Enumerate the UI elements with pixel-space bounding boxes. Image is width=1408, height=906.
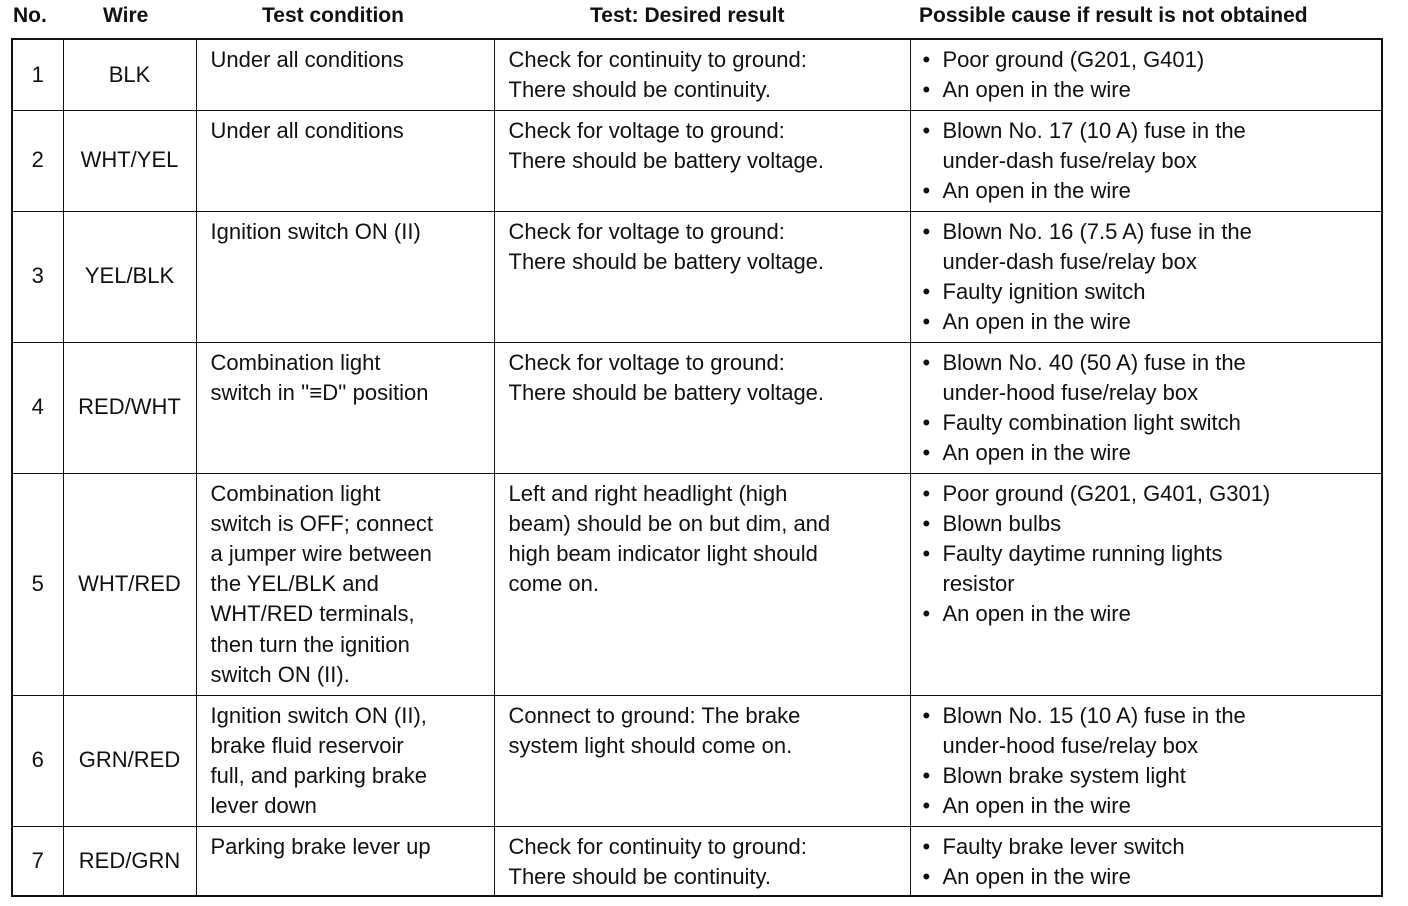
cell-condition xyxy=(196,110,494,211)
condition-line: Under all conditions xyxy=(210,117,404,143)
cell-condition xyxy=(196,211,494,342)
condition-line: switch ON (II). xyxy=(210,661,350,687)
cause-line: • Poor ground (G201, G401) xyxy=(942,47,1205,72)
cell-result xyxy=(494,342,910,473)
table-header xyxy=(0,0,1408,36)
cause-line: • Blown No. 17 (10 A) fuse in the xyxy=(942,117,1246,143)
result-line: Left and right headlight (high xyxy=(508,480,788,506)
cause-line: under-dash fuse/relay box xyxy=(942,147,1197,173)
condition-line: Ignition switch ON (II), xyxy=(210,702,427,728)
cause-item xyxy=(921,75,1376,105)
cause-item xyxy=(921,479,1376,509)
cell-result xyxy=(494,110,910,211)
cause-line: • Blown No. 15 (10 A) fuse in the xyxy=(942,702,1246,728)
condition-line: switch in ''≡D'' position xyxy=(210,379,429,405)
cause-item xyxy=(921,791,1376,821)
cause-item xyxy=(921,217,1376,277)
cell-wire: WHT/RED xyxy=(63,473,196,695)
cause-item xyxy=(921,832,1376,862)
cell-causes xyxy=(910,826,1382,896)
header-desired-result: Test: Desired result xyxy=(590,4,785,27)
table-row xyxy=(12,39,1382,110)
result-line: high beam indicator light should xyxy=(508,540,818,566)
condition-line: Parking brake lever up xyxy=(210,833,431,859)
cause-line: • Blown bulbs xyxy=(942,510,1062,536)
cause-list xyxy=(925,116,1376,207)
cause-item xyxy=(921,761,1376,791)
result-line: system light should come on. xyxy=(508,732,793,758)
cause-line: • An open in the wire xyxy=(942,601,1131,627)
cell-no: 7 xyxy=(12,826,63,896)
result-line: There should be battery voltage. xyxy=(508,379,825,405)
cell-wire: GRN/RED xyxy=(63,695,196,826)
cell-condition xyxy=(196,342,494,473)
cell-no: 6 xyxy=(12,695,63,826)
result-line: Connect to ground: The brake xyxy=(508,702,801,728)
cause-line: • Faulty ignition switch xyxy=(942,278,1146,304)
cause-item xyxy=(921,45,1376,75)
header-test-condition: Test condition xyxy=(262,4,404,27)
cell-result xyxy=(494,473,910,695)
result-line: There should be continuity. xyxy=(508,863,772,889)
cause-list xyxy=(925,832,1376,892)
condition-line: switch is OFF; connect xyxy=(210,510,434,536)
cell-condition xyxy=(196,695,494,826)
cause-item xyxy=(921,509,1376,539)
cell-result xyxy=(494,695,910,826)
cause-line: • An open in the wire xyxy=(942,309,1131,335)
header-possible-cause: Possible cause if result is not obtained xyxy=(919,4,1308,27)
condition-line: then turn the ignition xyxy=(210,631,410,657)
troubleshooting-table xyxy=(11,38,1383,897)
cause-line: resistor xyxy=(942,571,1015,597)
result-line: Check for voltage to ground: xyxy=(508,218,785,244)
cell-no: 4 xyxy=(12,342,63,473)
cell-wire: RED/GRN xyxy=(63,826,196,896)
cell-condition xyxy=(196,826,494,896)
cause-line: • An open in the wire xyxy=(942,177,1131,203)
cause-line: • Faulty combination light switch xyxy=(942,409,1241,435)
table-row xyxy=(12,695,1382,826)
cause-item xyxy=(921,277,1376,307)
cause-line: • Blown brake system light xyxy=(942,762,1186,788)
result-line: Check for voltage to ground: xyxy=(508,349,785,375)
condition-line: lever down xyxy=(210,793,317,819)
cause-item xyxy=(921,539,1376,599)
condition-line: brake fluid reservoir xyxy=(210,732,404,758)
cell-causes xyxy=(910,211,1382,342)
result-line: come on. xyxy=(508,571,599,597)
cell-causes xyxy=(910,695,1382,826)
table-body xyxy=(12,39,1382,896)
cell-wire: BLK xyxy=(63,39,196,110)
cause-line: • Faulty daytime running lights xyxy=(942,540,1223,566)
cause-list xyxy=(925,217,1376,338)
cell-causes xyxy=(910,342,1382,473)
cause-line: • Blown No. 40 (50 A) fuse in the xyxy=(942,349,1246,375)
cell-condition xyxy=(196,39,494,110)
result-line: beam) should be on but dim, and xyxy=(508,510,831,536)
cell-wire: RED/WHT xyxy=(63,342,196,473)
result-line: Check for continuity to ground: xyxy=(508,47,807,72)
cause-line: • An open in the wire xyxy=(942,77,1131,103)
cell-condition xyxy=(196,473,494,695)
cause-line: under-hood fuse/relay box xyxy=(942,732,1199,758)
condition-line: Combination light xyxy=(210,349,381,375)
result-line: There should be battery voltage. xyxy=(508,248,825,274)
cell-no: 2 xyxy=(12,110,63,211)
cell-no: 5 xyxy=(12,473,63,695)
condition-line: the YEL/BLK and xyxy=(210,571,379,597)
cause-line: under-dash fuse/relay box xyxy=(942,248,1197,274)
condition-line: Ignition switch ON (II) xyxy=(210,218,421,244)
cell-result xyxy=(494,39,910,110)
cell-no: 1 xyxy=(12,39,63,110)
cell-causes xyxy=(910,39,1382,110)
cell-causes xyxy=(910,473,1382,695)
table-row xyxy=(12,473,1382,695)
result-line: Check for continuity to ground: xyxy=(508,833,807,859)
cause-list xyxy=(925,479,1376,630)
cause-line: • Poor ground (G201, G401, G301) xyxy=(942,480,1271,506)
table-row xyxy=(12,110,1382,211)
condition-line: Under all conditions xyxy=(210,47,404,72)
header-no: No. xyxy=(13,4,47,27)
table-row xyxy=(12,342,1382,473)
condition-line: full, and parking brake xyxy=(210,762,427,788)
result-line: There should be battery voltage. xyxy=(508,147,825,173)
cause-item xyxy=(921,307,1376,337)
result-line: Check for voltage to ground: xyxy=(508,117,785,143)
condition-line: Combination light xyxy=(210,480,381,506)
cause-line: • An open in the wire xyxy=(942,863,1131,889)
cell-result xyxy=(494,826,910,896)
cause-item xyxy=(921,438,1376,468)
cause-list xyxy=(925,45,1376,105)
cause-item xyxy=(921,176,1376,206)
cell-no: 3 xyxy=(12,211,63,342)
cell-wire: WHT/YEL xyxy=(63,110,196,211)
cause-item xyxy=(921,408,1376,438)
cause-item xyxy=(921,116,1376,176)
cause-list xyxy=(925,348,1376,469)
cause-line: under-hood fuse/relay box xyxy=(942,379,1199,405)
table-row xyxy=(12,826,1382,896)
table-row xyxy=(12,211,1382,342)
cause-list xyxy=(925,701,1376,822)
cause-line: • An open in the wire xyxy=(942,440,1131,466)
condition-line: WHT/RED terminals, xyxy=(210,601,415,627)
cause-item xyxy=(921,862,1376,892)
cause-item xyxy=(921,348,1376,408)
cell-wire: YEL/BLK xyxy=(63,211,196,342)
cause-line: • Faulty brake lever switch xyxy=(942,833,1185,859)
cause-line: • An open in the wire xyxy=(942,793,1131,819)
result-line: There should be continuity. xyxy=(508,77,772,103)
header-wire: Wire xyxy=(103,4,149,27)
cell-causes xyxy=(910,110,1382,211)
cause-line: • Blown No. 16 (7.5 A) fuse in the xyxy=(942,218,1252,244)
cause-item xyxy=(921,599,1376,629)
cell-result xyxy=(494,211,910,342)
cause-item xyxy=(921,701,1376,761)
condition-line: a jumper wire between xyxy=(210,540,432,566)
